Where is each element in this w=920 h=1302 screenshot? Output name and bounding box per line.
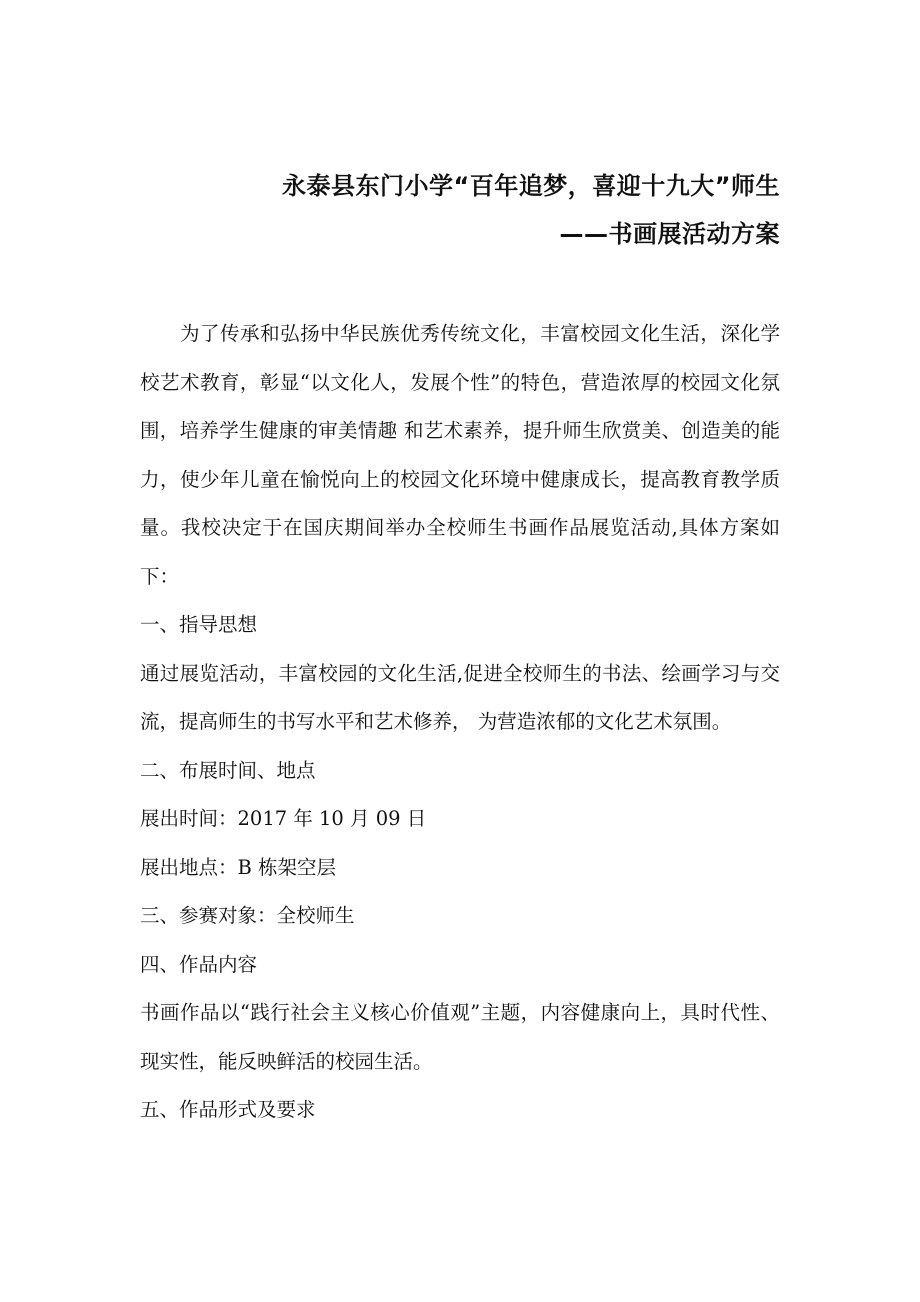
- section-4-heading: 四、作品内容: [140, 952, 258, 976]
- exhibition-place: 展出地点：B 栋架空层: [140, 855, 337, 879]
- title-line-2: ——书画展活动方案: [559, 220, 780, 248]
- document-body: [140, 310, 780, 1135]
- intro-paragraph: 为了传承和弘扬中华民族优秀传统文化，丰富校园文化生活，深化学校艺术教育，彰显“以文化人，发展个性”的特色，营造浓厚的校园文化氛围，培养学生健康的审美情趣 和艺术素养，提升师生欣赏美、创造美的能力，使少年儿童在愉悦向上的校园文化环境中健康成长，提高教育教学质量。我校决定于在国庆期间举办全校师生书画作品展览活动,具体方案如下：: [140, 322, 780, 588]
- section-1-heading: 一、指导思想: [140, 613, 258, 636]
- document-title: [140, 162, 780, 258]
- section-5-heading: 五、作品形式及要求: [140, 1098, 316, 1121]
- title-line-1: 永泰县东门小学“百年追梦，喜迎十九大”师生: [281, 172, 780, 200]
- section-3-heading: 三、参赛对象：全校师生: [140, 904, 355, 927]
- exhibition-time: 展出时间：2017 年 10 月 09 日: [140, 807, 427, 830]
- section-2-heading: 二、布展时间、地点: [140, 758, 316, 782]
- section-1-text: 通过展览活动，丰富校园的文化生活,促进全校师生的书法、绘画学习与交流，提高师生的书写水平和艺术修养， 为营造浓郁的文化艺术氛围。: [140, 661, 780, 733]
- section-4-text: 书画作品以“践行社会主义核心价值观”主题，内容健康向上，具时代性、现实性，能反映鲜活的校园生活。: [140, 1001, 780, 1073]
